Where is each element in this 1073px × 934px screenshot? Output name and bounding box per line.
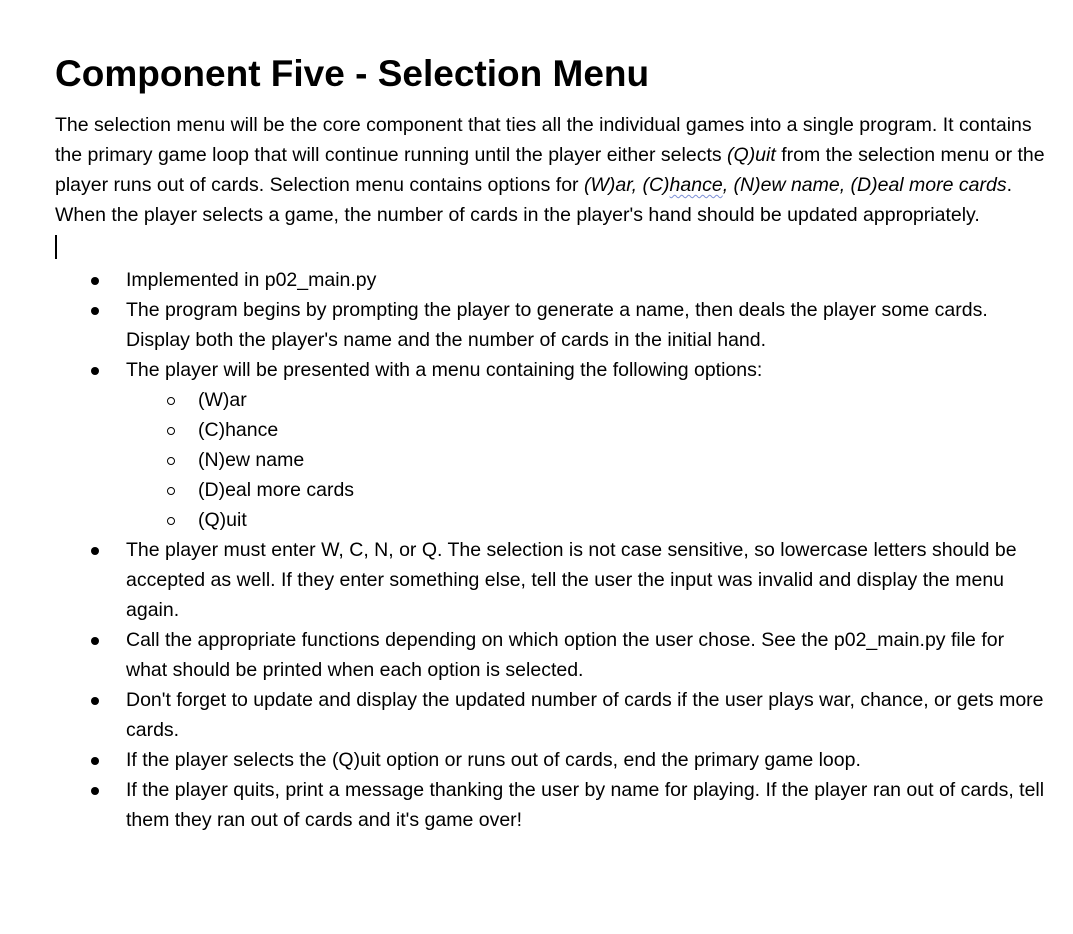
list-item-text: The player will be presented with a menu containing the following options: [126, 359, 763, 381]
bullet-icon [91, 367, 99, 375]
bullet-icon [91, 697, 99, 705]
sub-list-item [126, 505, 1045, 535]
hollow-bullet-icon [167, 457, 175, 465]
list-item-text: Implemented in p02_main.py [126, 269, 377, 291]
bullet-icon [91, 277, 99, 285]
list-item-text: If the player quits, print a message thanking the user by name for playing. If the player ran out of cards, tell them they ran out of cards and it's game over! [126, 779, 1045, 831]
hollow-bullet-icon [167, 427, 175, 435]
list-item [55, 745, 1045, 775]
list-item [55, 265, 1045, 295]
sub-list-item-text: (C)hance [198, 419, 279, 441]
list-item [55, 625, 1045, 685]
list-item-text: Call the appropriate functions depending on which option the user chose. See the p02_main.py file for what should be printed when each option is selected. [126, 629, 1005, 681]
menu-options-list [126, 385, 1045, 535]
hollow-bullet-icon [167, 487, 175, 495]
sub-list-item-text: (W)ar [198, 389, 247, 411]
sub-list-item [126, 415, 1045, 445]
intro-options [584, 174, 1007, 196]
list-item-text: Don't forget to update and display the updated number of cards if the user plays war, chance, or gets more cards. [126, 689, 1044, 741]
list-item-text: The program begins by prompting the player to generate a name, then deals the player some cards. Display both the player's name and the number of cards in the initial hand. [126, 299, 988, 351]
intro-text-2: from the selection menu or the player runs out of cards. Selection menu contains options for [55, 144, 1045, 196]
intro-text-3: . When the player selects a game, the number of cards in the player's hand should be updated appropriately. [55, 174, 1013, 226]
sub-list-item-text: (D)eal more cards [198, 479, 355, 501]
intro-text-1: The selection menu will be the core component that ties all the individual games into a single program. It contains the primary game loop that will continue running until the player either selects [55, 114, 1032, 166]
sub-list-item-text: (Q)uit [198, 509, 247, 531]
text-cursor[interactable] [55, 235, 57, 259]
requirements-list [55, 265, 1045, 835]
list-item [55, 775, 1045, 835]
intro-option-c: (C) [642, 174, 670, 196]
intro-option-war: (W)ar, [583, 174, 643, 196]
list-item [55, 685, 1045, 745]
intro-paragraph [55, 110, 1045, 230]
sub-list-item [126, 475, 1045, 505]
bullet-icon [91, 637, 99, 645]
document-body [55, 52, 1045, 835]
hollow-bullet-icon [167, 517, 175, 525]
page-title: Component Five - Selection Menu [55, 53, 650, 94]
sub-list-item [126, 445, 1045, 475]
list-item [55, 295, 1045, 355]
list-item-text: If the player selects the (Q)uit option or runs out of cards, end the primary game loop. [126, 749, 861, 771]
bullet-icon [91, 787, 99, 795]
sub-list-item [126, 385, 1045, 415]
hollow-bullet-icon [167, 397, 175, 405]
list-item [55, 355, 1045, 535]
bullet-icon [91, 757, 99, 765]
intro-quit-option: (Q)uit [727, 144, 776, 166]
sub-list-item-text: (N)ew name [198, 449, 305, 471]
spellcheck-underlined-word[interactable]: hance [669, 174, 723, 196]
bullet-icon [91, 307, 99, 315]
list-item [55, 535, 1045, 625]
list-item-text: The player must enter W, C, N, or Q. The selection is not case sensitive, so lowercase letters should be accepted as well. If they enter something else, tell the user the input was invalid and display the menu again. [126, 539, 1017, 621]
intro-option-rest: , (N)ew name, (D)eal more cards [722, 174, 1007, 196]
bullet-icon [91, 547, 99, 555]
